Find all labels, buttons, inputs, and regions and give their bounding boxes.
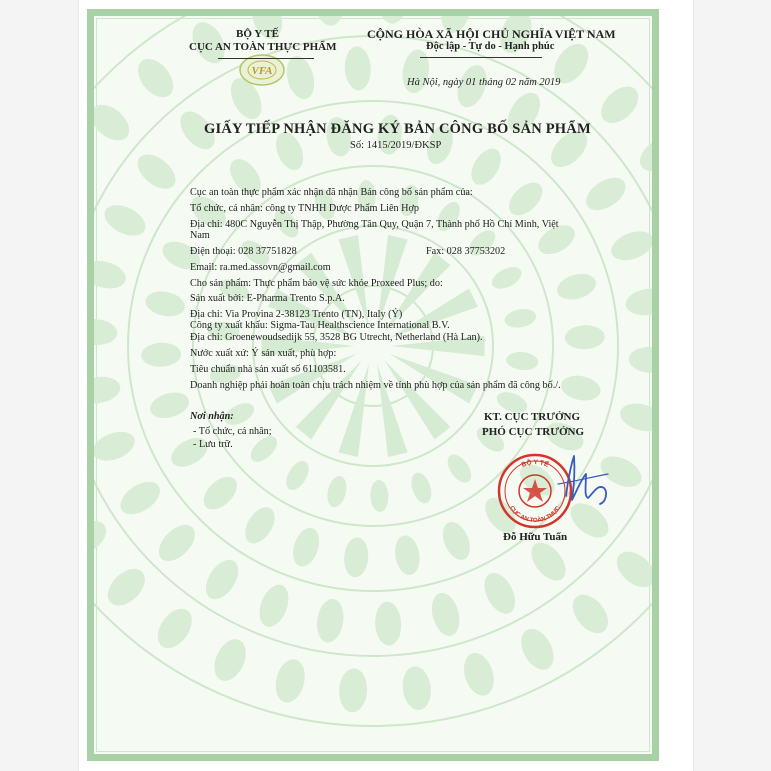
document-title: GIẤY TIẾP NHẬN ĐĂNG KÝ BẢN CÔNG BỐ SẢN PHẨM (204, 121, 591, 137)
phone: Điện thoại: 028 37751828 (190, 246, 297, 257)
place-date: Hà Nội, ngày 01 tháng 02 năm 2019 (407, 77, 561, 88)
responsibility-statement: Doanh nghiệp phải hoàn toàn chịu trách nhiệm về tính phù hợp của sản phẩm đã công bố./. (190, 380, 561, 391)
svg-text:BỘ Y TẾ (521, 457, 552, 469)
standard: Tiêu chuẩn nhà sản xuất số 61103581. (190, 364, 346, 375)
origin: Nước xuất xứ: Ý sản xuất, phù hợp: (190, 348, 337, 359)
ministry-name: BỘ Y TẾ (236, 28, 279, 40)
manufacturer: Sản xuất bởi: E-Pharma Trento S.p.A. (190, 293, 345, 304)
fax: Fax: 028 37753202 (426, 246, 506, 257)
recipient-item: - Lưu trữ. (193, 439, 233, 450)
country-name: CỘNG HÒA XÃ HỘI CHỦ NGHĨA VIỆT NAM (367, 27, 616, 41)
handwritten-signature (548, 448, 618, 518)
seal-bottom-text: CỤC AN TOÀN THỰC (508, 505, 562, 525)
signer-title-1: KT. CỤC TRƯỞNG (484, 411, 581, 423)
header-left-underline (218, 58, 314, 59)
signer-name: Đỗ Hữu Tuấn (503, 531, 568, 543)
manufacturer-address: Địa chỉ: Via Provina 2-38123 Trento (TN), Italy (Ý) (190, 309, 403, 320)
address-line-2: Nam (190, 230, 210, 241)
national-motto: Độc lập - Tự do - Hạnh phúc (426, 41, 555, 52)
address-line-1: Địa chỉ: 480C Nguyễn Thị Thập, Phường Tân Quy, Quận 7, Thành phố Hồ Chí Minh, Việt (190, 219, 559, 230)
exporter-address: Địa chỉ: Groenewoudsedijk 55, 3528 BG Utrecht, Netherland (Hà Lan). (190, 332, 483, 343)
email: Email: ra.med.assovn@gmail.com (190, 262, 331, 273)
seal-top-text: BỘ Y TẾ (520, 458, 550, 469)
recipient-item: - Tổ chức, cá nhân; (193, 426, 272, 437)
department-name: CỤC AN TOÀN THỰC PHẨM (189, 41, 337, 53)
exporter: Công ty xuất khẩu: Sigma-Tau Healthscience International B.V. (190, 320, 450, 331)
signer-title-2: PHÓ CỤC TRƯỞNG (482, 426, 585, 438)
intro-text: Cục an toàn thực phẩm xác nhận đã nhận Bản công bố sản phẩm của: (190, 187, 473, 198)
product: Cho sản phẩm: Thực phẩm bảo vệ sức khỏe Proxeed Plus; do: (190, 278, 443, 289)
document-number: Số: 1415/2019/ĐKSP (350, 140, 442, 151)
organization: Tổ chức, cá nhân: công ty TNHH Dược Phẩm Liên Hợp (190, 203, 420, 214)
recipients-heading: Nơi nhận: (190, 411, 234, 422)
header-right-underline (420, 57, 542, 58)
vfa-logo-text: VFA (251, 65, 273, 77)
